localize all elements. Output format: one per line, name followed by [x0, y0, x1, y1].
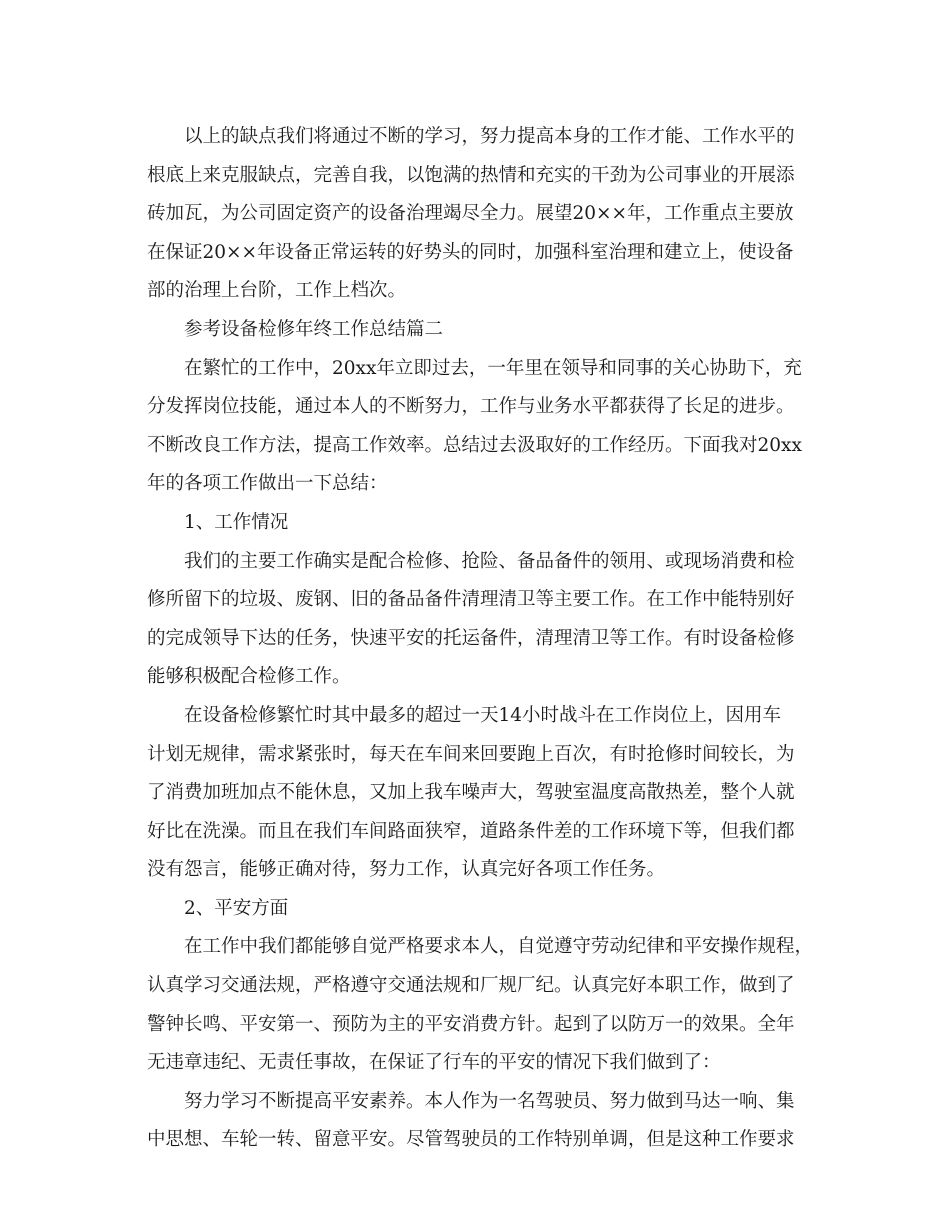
paragraph-line: 在繁忙的工作中，20xx年立即过去，一年里在领导和同事的关心协助下，充: [184, 357, 802, 379]
paragraph-line: 在工作中我们都能够自觉严格要求本人，自觉遵守劳动纪律和平安操作规程，: [184, 936, 814, 958]
paragraph-line: 无违章违纪、无责任事故，在保证了行车的平安的情况下我们做到了：: [147, 1052, 721, 1074]
paragraph-line: 年的各项工作做出一下总结：: [147, 473, 388, 495]
paragraph-line: 认真学习交通法规，严格遵守交通法规和厂规厂纪。认真完好本职工作，做到了: [147, 975, 795, 997]
paragraph-line: 好比在洗澡。而且在我们车间路面狭窄，道路条件差的工作环境下等，但我们都: [147, 820, 795, 842]
paragraph-line: 不断改良工作方法，提高工作效率。总结过去汲取好的工作经历。下面我对20xx: [147, 434, 802, 456]
paragraph-line: 在保证20××年设备正常运转的好势头的同时，加强科室治理和建立上，使设备: [147, 241, 794, 263]
paragraph-line: 中思想、车轮一转、留意平安。尽管驾驶员的工作特别单调，但是这种工作要求: [147, 1129, 795, 1151]
document-body: [147, 118, 814, 1160]
paragraph-line: 了消费加班加点不能休息，又加上我车噪声大，驾驶室温度高散热差，整个人就: [147, 782, 795, 804]
paragraph-line: 我们的主要工作确实是配合检修、抢险、备品备件的领用、或现场消费和检: [184, 550, 795, 572]
paragraph-line: 部的治理上台阶，工作上档次。: [147, 280, 407, 302]
paragraph-line: 能够积极配合检修工作。: [147, 666, 351, 688]
paragraph-line: 在设备检修繁忙时其中最多的超过一天14小时战斗在工作岗位上，因用车: [184, 704, 782, 726]
paragraph-line: 以上的缺点我们将通过不断的学习，努力提高本身的工作才能、工作水平的: [184, 126, 795, 147]
paragraph-line: 砖加瓦，为公司固定资产的设备治理竭尽全力。展望20××年，工作重点主要放: [147, 203, 794, 225]
paragraph-line: 计划无规律，需求紧张时，每天在车间来回要跑上百次，有时抢修时间较长，为: [147, 743, 795, 765]
section-heading: 参考设备检修年终工作总结篇二: [184, 318, 444, 340]
paragraph-line: 根底上来克服缺点，完善自我，以饱满的热情和充实的干劲为公司事业的开展添: [147, 164, 795, 186]
paragraph-line: 的完成领导下达的任务，快速平安的托运备件，清理清卫等工作。有时设备检修: [147, 627, 795, 649]
subsection-heading: 2、平安方面: [184, 897, 289, 919]
paragraph-line: 警钟长鸣、平安第一、预防为主的平安消费方针。起到了以防万一的效果。全年: [147, 1013, 795, 1035]
paragraph-line: 没有怨言，能够正确对待，努力工作，认真完好各项工作任务。: [147, 859, 666, 881]
paragraph-line: 修所留下的垃圾、废钢、旧的备品备件清理清卫等主要工作。在工作中能特别好: [147, 589, 795, 611]
subsection-heading: 1、工作情况: [184, 511, 289, 533]
paragraph-line: 分发挥岗位技能，通过本人的不断努力，工作与业务水平都获得了长足的进步。: [147, 396, 795, 418]
paragraph-line: 努力学习不断提高平安素养。本人作为一名驾驶员、努力做到马达一响、集: [184, 1090, 795, 1112]
